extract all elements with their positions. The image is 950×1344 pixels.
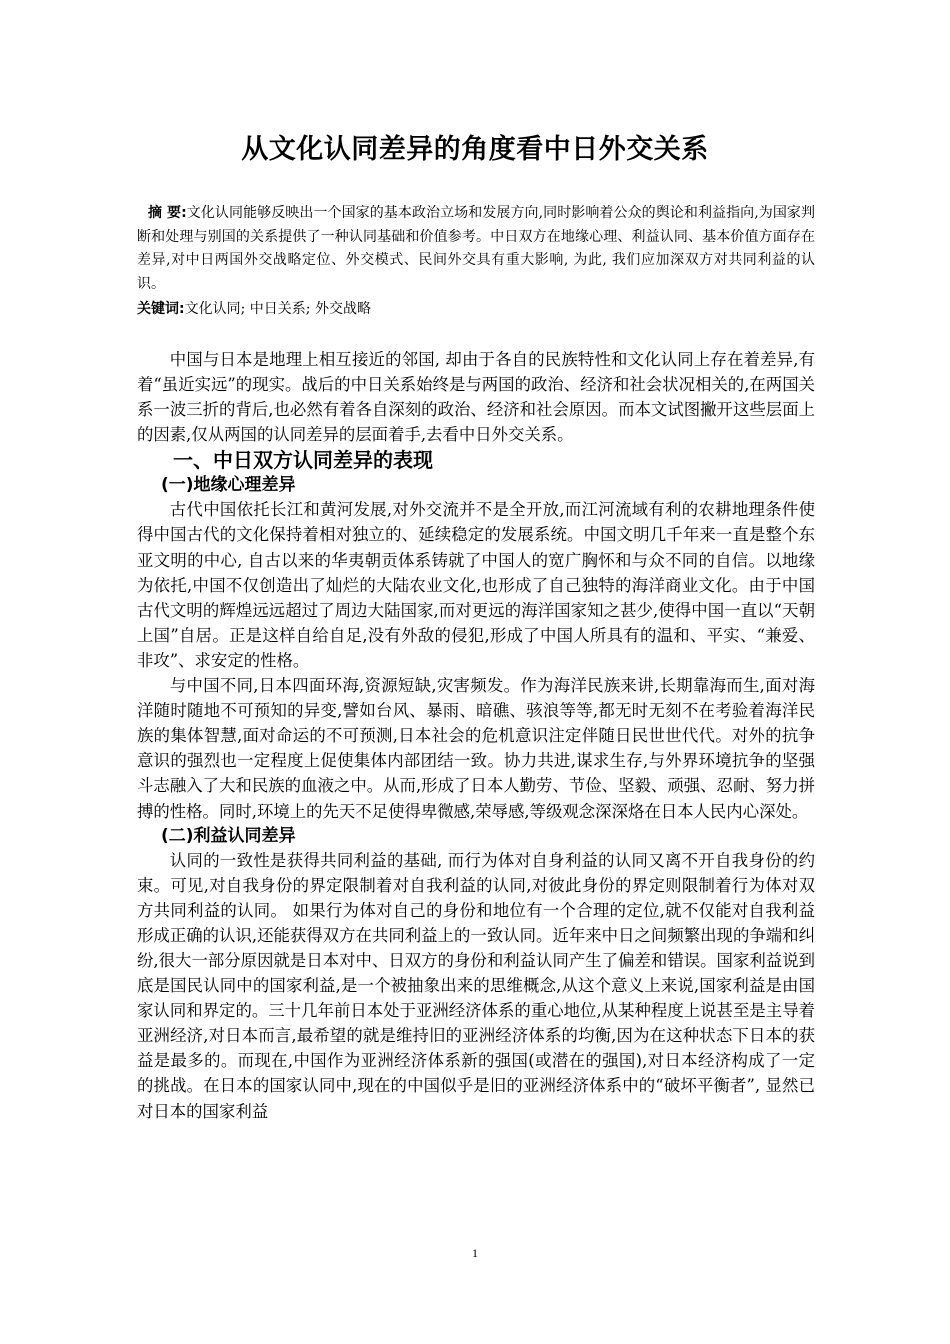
section-heading: 一、中日双方认同差异的表现 [173,448,433,473]
subsection-heading-geo: (一)地缘心理差异 [161,475,296,496]
keywords-label: 关键词: [137,301,185,317]
abstract [137,202,815,296]
subsection-heading-interest: (二)利益认同差异 [161,825,296,846]
keywords [137,297,815,321]
abstract-text: 文化认同能够反映出一个国家的基本政治立场和发展方向,同时影响着公众的舆论和利益指向,为国家判断和处理与别国的关系提供了一种认同基础和价值参考。中日双方在地缘心理、利益认同、基本价值方面存在差异,对中日两国外交战略定位、外交模式、民间外交具有重大影响, 为此, 我们应加深双方对共同利益的认识。 [137,205,815,292]
intro-paragraph: 中国与日本是地理上相互接近的邻国, 却由于各自的民族特性和文化认同上存在着差异,有着“虽近实远”的现实。战后的中日关系始终是与两国的政治、经济和社会状况相关的,在两国关系一波三折的背后,也必然有着各自深刻的政治、经济和社会原因。而本文试图撇开这些层面上的因素,仅从两国的认同差异的层面着手,去看中日外交关系。 [137,350,815,445]
body-paragraph: 古代中国依托长江和黄河发展,对外交流并不是全开放,而江河流域有利的农耕地理条件使得中国古代的文化保持着相对独立的、延续稳定的发展系统。中国文明几千年来一直是整个东亚文明的中心, 自古以来的华夷朝贡体系铸就了中国人的宽广胸怀和与众不同的自信。以地缘为依托,中国不仅创造出了灿烂的大陆农业文化,也形成了自己独特的海洋商业文化。由于中国古代文明的辉煌远远超过了周边大陆国家,而对更远的海洋国家知之甚少,使得中国一直以“天朝上国”自居。正是这样自给自足,没有外敌的侵犯,形成了中国人所具有的温和、平实、“兼爱、非攻”、求安定的性格。 [137,500,815,670]
body-paragraph: 与中国不同,日本四面环海,资源短缺,灾害频发。作为海洋民族来讲,长期靠海而生,面对海洋随时随地不可预知的异变,譬如台风、暴雨、暗礁、骇浪等等,都无时无刻不在考验着海洋民族的集体智慧,面对命运的不可预测,日本社会的危机意识注定伴随日民世世代代。对外的抗争意识的强烈也一定程度上促使集体内部团结一致。协力共进,谋求生存,与外界环境抗争的坚强斗志融入了大和民族的血液之中。从而,形成了日本人勤劳、节俭、坚毅、顽强、忍耐、努力拼搏的性格。同时,环境上的先天不足使得卑微感,荣辱感,等级观念深深烙在日本人民内心深处。 [137,676,815,821]
body-paragraph: 认同的一致性是获得共同利益的基础, 而行为体对自身利益的认同又离不开自我身份的约束。可见,对自我身份的界定限制着对自我利益的认同,对彼此身份的界定则限制着行为体对双方共同利益的认同。 如果行为体对自己的身份和地位有一个合理的定位,就不仅能对自我利益形成正确的认识,还能获得双方在共同利益上的一致认同。近年来中日之间频繁出现的争端和纠纷,很大一部分原因就是日本对中、日双方的身份和利益认同产生了偏差和错误。国家利益说到底是国民认同中的国家利益,是一个被抽象出来的思维概念,从这个意义上来说,国家利益是由国家认同和界定的。三十几年前日本处于亚洲经济体系的重心地位,从某种程度上说甚至是主导着亚洲经济,对日本而言,最希望的就是维持旧的亚洲经济体系的均衡,因为在这种状态下日本的获益是最多的。而现在,中国作为亚洲经济体系新的强国(或潜在的强国),对日本经济构成了一定的挑战。在日本的国家认同中,现在的中国似乎是旧的亚洲经济体系中的“破坏平衡者”, 显然已对日本的国家利益 [137,850,815,1121]
page-number: 1 [472,1246,478,1260]
document-title: 从文化认同差异的角度看中日外交关系 [241,134,709,165]
abstract-label: 摘 要: [148,205,187,221]
document-body [137,347,815,1124]
keywords-text: 文化认同; 中日关系; 外交战略 [184,301,371,317]
